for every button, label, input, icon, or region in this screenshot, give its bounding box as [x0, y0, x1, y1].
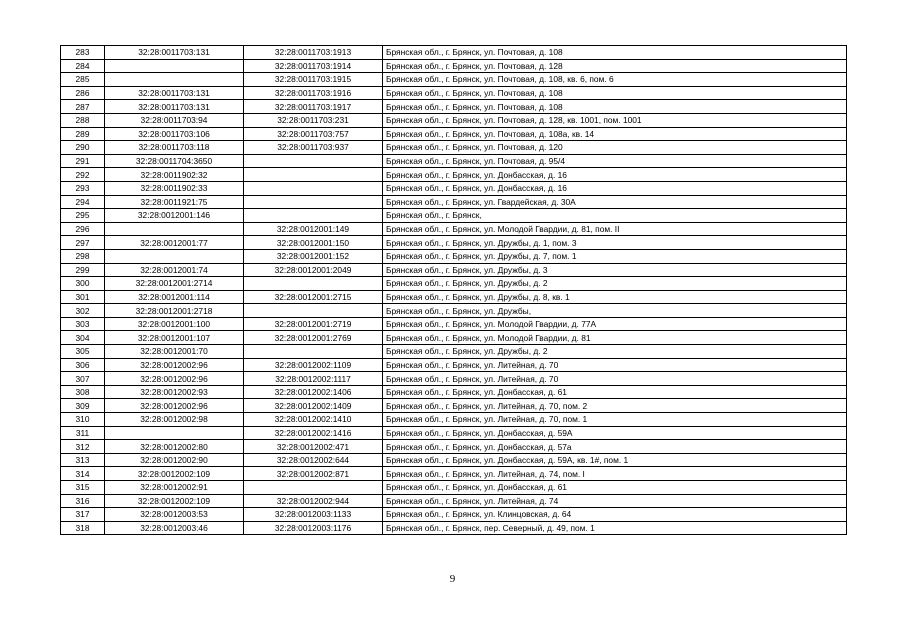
row-number-cell: 294 — [61, 195, 105, 209]
table-row — [61, 358, 847, 372]
object-cadastral-number-cell: 32:28:0012002:1406 — [244, 385, 383, 399]
quarter-cadastral-number-cell: 32:28:0011703:131 — [105, 100, 244, 114]
object-cadastral-number-cell: 32:28:0012001:150 — [244, 236, 383, 250]
row-number-cell: 309 — [61, 399, 105, 413]
address-cell: Брянская обл., г. Брянск, ул. Дружбы, д. 1, пом. 3 — [383, 236, 847, 250]
table-row — [61, 168, 847, 182]
object-cadastral-number-cell — [244, 277, 383, 291]
row-number-cell: 311 — [61, 426, 105, 440]
quarter-cadastral-number-cell: 32:28:0012001:146 — [105, 209, 244, 223]
row-number-cell: 305 — [61, 345, 105, 359]
object-cadastral-number-cell: 32:28:0012002:1109 — [244, 358, 383, 372]
quarter-cadastral-number-cell: 32:28:0012002:96 — [105, 372, 244, 386]
quarter-cadastral-number-cell: 32:28:0012001:100 — [105, 317, 244, 331]
row-number-cell: 317 — [61, 508, 105, 522]
row-number-cell: 298 — [61, 249, 105, 263]
address-cell: Брянская обл., г. Брянск, ул. Литейная, д. 70, пом. 2 — [383, 399, 847, 413]
table-row — [61, 481, 847, 495]
address-cell: Брянская обл., г. Брянск, ул. Почтовая, д. 128, кв. 1001, пом. 1001 — [383, 113, 847, 127]
address-cell: Брянская обл., г. Брянск, ул. Литейная, д. 74, пом. I — [383, 467, 847, 481]
table-row — [61, 317, 847, 331]
row-number-cell: 292 — [61, 168, 105, 182]
object-cadastral-number-cell: 32:28:0012001:2719 — [244, 317, 383, 331]
quarter-cadastral-number-cell: 32:28:0012002:80 — [105, 440, 244, 454]
row-number-cell: 299 — [61, 263, 105, 277]
page-number: 9 — [449, 573, 456, 585]
address-cell: Брянская обл., г. Брянск, ул. Почтовая, д. 108 — [383, 100, 847, 114]
row-number-cell: 296 — [61, 222, 105, 236]
quarter-cadastral-number-cell: 32:28:0012001:2718 — [105, 304, 244, 318]
object-cadastral-number-cell: 32:28:0012002:644 — [244, 453, 383, 467]
object-cadastral-number-cell — [244, 481, 383, 495]
table-row — [61, 426, 847, 440]
table-row — [61, 141, 847, 155]
object-cadastral-number-cell: 32:28:0011703:1914 — [244, 59, 383, 73]
row-number-cell: 300 — [61, 277, 105, 291]
object-cadastral-number-cell: 32:28:0012001:2049 — [244, 263, 383, 277]
row-number-cell: 304 — [61, 331, 105, 345]
quarter-cadastral-number-cell: 32:28:0011703:94 — [105, 113, 244, 127]
object-cadastral-number-cell: 32:28:0011703:937 — [244, 141, 383, 155]
address-cell: Брянская обл., г. Брянск, пер. Северный, д. 49, пом. 1 — [383, 521, 847, 535]
table-row — [61, 453, 847, 467]
object-cadastral-number-cell: 32:28:0012002:1416 — [244, 426, 383, 440]
table-row — [61, 331, 847, 345]
address-cell: Брянская обл., г. Брянск, ул. Почтовая, д. 95/4 — [383, 154, 847, 168]
quarter-cadastral-number-cell: 32:28:0011902:33 — [105, 181, 244, 195]
quarter-cadastral-number-cell — [105, 222, 244, 236]
object-cadastral-number-cell: 32:28:0012002:1117 — [244, 372, 383, 386]
object-cadastral-number-cell — [244, 195, 383, 209]
table-row — [61, 385, 847, 399]
table-row — [61, 100, 847, 114]
row-number-cell: 313 — [61, 453, 105, 467]
row-number-cell: 291 — [61, 154, 105, 168]
address-cell: Брянская обл., г. Брянск, ул. Донбасская, д. 59А — [383, 426, 847, 440]
address-cell: Брянская обл., г. Брянск, ул. Почтовая, д. 108 — [383, 46, 847, 60]
table-row — [61, 413, 847, 427]
quarter-cadastral-number-cell: 32:28:0012002:96 — [105, 399, 244, 413]
object-cadastral-number-cell: 32:28:0012001:152 — [244, 249, 383, 263]
address-cell: Брянская обл., г. Брянск, ул. Молодой Гвардии, д. 77А — [383, 317, 847, 331]
address-cell: Брянская обл., г. Брянск, ул. Донбасская, д. 16 — [383, 168, 847, 182]
quarter-cadastral-number-cell: 32:28:0011703:118 — [105, 141, 244, 155]
address-cell: Брянская обл., г. Брянск, ул. Почтовая, д. 108 — [383, 86, 847, 100]
address-cell: Брянская обл., г. Брянск, ул. Донбасская, д. 59А, кв. 1#, пом. 1 — [383, 453, 847, 467]
quarter-cadastral-number-cell: 32:28:0012002:98 — [105, 413, 244, 427]
object-cadastral-number-cell: 32:28:0012001:2715 — [244, 290, 383, 304]
object-cadastral-number-cell — [244, 168, 383, 182]
quarter-cadastral-number-cell: 32:28:0012003:46 — [105, 521, 244, 535]
object-cadastral-number-cell — [244, 181, 383, 195]
row-number-cell: 283 — [61, 46, 105, 60]
quarter-cadastral-number-cell: 32:28:0011703:131 — [105, 46, 244, 60]
address-cell: Брянская обл., г. Брянск, ул. Молодой Гвардии, д. 81 — [383, 331, 847, 345]
address-cell: Брянская обл., г. Брянск, ул. Донбасская, д. 57а — [383, 440, 847, 454]
object-cadastral-number-cell: 32:28:0012002:1409 — [244, 399, 383, 413]
table-row — [61, 209, 847, 223]
address-cell: Брянская обл., г. Брянск, ул. Почтовая, д. 108а, кв. 14 — [383, 127, 847, 141]
quarter-cadastral-number-cell: 32:28:0012002:91 — [105, 481, 244, 495]
object-cadastral-number-cell: 32:28:0012001:149 — [244, 222, 383, 236]
quarter-cadastral-number-cell: 32:28:0012001:107 — [105, 331, 244, 345]
row-number-cell: 301 — [61, 290, 105, 304]
row-number-cell: 290 — [61, 141, 105, 155]
quarter-cadastral-number-cell: 32:28:0011921:75 — [105, 195, 244, 209]
row-number-cell: 303 — [61, 317, 105, 331]
address-cell: Брянская обл., г. Брянск, ул. Дружбы, д. 3 — [383, 263, 847, 277]
address-cell: Брянская обл., г. Брянск, ул. Литейная, д. 74 — [383, 494, 847, 508]
address-cell: Брянская обл., г. Брянск, ул. Дружбы, д. 7, пом. 1 — [383, 249, 847, 263]
row-number-cell: 287 — [61, 100, 105, 114]
address-cell: Брянская обл., г. Брянск, ул. Донбасская, д. 61 — [383, 481, 847, 495]
row-number-cell: 307 — [61, 372, 105, 386]
row-number-cell: 286 — [61, 86, 105, 100]
row-number-cell: 302 — [61, 304, 105, 318]
table-row — [61, 195, 847, 209]
quarter-cadastral-number-cell: 32:28:0012001:74 — [105, 263, 244, 277]
quarter-cadastral-number-cell: 32:28:0011703:131 — [105, 86, 244, 100]
address-cell: Брянская обл., г. Брянск, ул. Дружбы, — [383, 304, 847, 318]
table-row — [61, 73, 847, 87]
row-number-cell: 316 — [61, 494, 105, 508]
address-cell: Брянская обл., г. Брянск, ул. Дружбы, д. 8, кв. 1 — [383, 290, 847, 304]
address-cell: Брянская обл., г. Брянск, ул. Литейная, д. 70 — [383, 372, 847, 386]
table-row — [61, 440, 847, 454]
row-number-cell: 289 — [61, 127, 105, 141]
address-cell: Брянская обл., г. Брянск, ул. Молодой Гвардии, д. 81, пом. II — [383, 222, 847, 236]
table-row — [61, 236, 847, 250]
table-row — [61, 113, 847, 127]
quarter-cadastral-number-cell: 32:28:0011902:32 — [105, 168, 244, 182]
address-cell: Брянская обл., г. Брянск, ул. Литейная, д. 70 — [383, 358, 847, 372]
row-number-cell: 308 — [61, 385, 105, 399]
address-cell: Брянская обл., г. Брянск, ул. Донбасская, д. 16 — [383, 181, 847, 195]
row-number-cell: 310 — [61, 413, 105, 427]
row-number-cell: 284 — [61, 59, 105, 73]
table-row — [61, 521, 847, 535]
quarter-cadastral-number-cell — [105, 426, 244, 440]
address-cell: Брянская обл., г. Брянск, ул. Дружбы, д. 2 — [383, 277, 847, 291]
object-cadastral-number-cell: 32:28:0012002:871 — [244, 467, 383, 481]
address-cell: Брянская обл., г. Брянск, ул. Клинцовская, д. 64 — [383, 508, 847, 522]
object-cadastral-number-cell: 32:28:0011703:1916 — [244, 86, 383, 100]
quarter-cadastral-number-cell: 32:28:0012002:90 — [105, 453, 244, 467]
address-cell: Брянская обл., г. Брянск, ул. Почтовая, д. 108, кв. 6, пом. 6 — [383, 73, 847, 87]
table-row — [61, 86, 847, 100]
object-cadastral-number-cell: 32:28:0011703:1915 — [244, 73, 383, 87]
table-row — [61, 290, 847, 304]
table-row — [61, 59, 847, 73]
table-row — [61, 372, 847, 386]
table-row — [61, 249, 847, 263]
object-cadastral-number-cell — [244, 304, 383, 318]
table-row — [61, 508, 847, 522]
quarter-cadastral-number-cell: 32:28:0012001:77 — [105, 236, 244, 250]
row-number-cell: 318 — [61, 521, 105, 535]
quarter-cadastral-number-cell — [105, 59, 244, 73]
object-cadastral-number-cell: 32:28:0012003:1176 — [244, 521, 383, 535]
quarter-cadastral-number-cell: 32:28:0012001:114 — [105, 290, 244, 304]
object-cadastral-number-cell: 32:28:0011703:231 — [244, 113, 383, 127]
address-cell: Брянская обл., г. Брянск, ул. Почтовая, д. 120 — [383, 141, 847, 155]
row-number-cell: 295 — [61, 209, 105, 223]
object-cadastral-number-cell: 32:28:0012003:1133 — [244, 508, 383, 522]
object-cadastral-number-cell: 32:28:0012002:944 — [244, 494, 383, 508]
quarter-cadastral-number-cell: 32:28:0012002:96 — [105, 358, 244, 372]
quarter-cadastral-number-cell: 32:28:0012001:2714 — [105, 277, 244, 291]
row-number-cell: 314 — [61, 467, 105, 481]
table-row — [61, 154, 847, 168]
object-cadastral-number-cell: 32:28:0011703:1913 — [244, 46, 383, 60]
quarter-cadastral-number-cell: 32:28:0011703:106 — [105, 127, 244, 141]
address-cell: Брянская обл., г. Брянск, ул. Донбасская, д. 61 — [383, 385, 847, 399]
table-row — [61, 46, 847, 60]
table-row — [61, 127, 847, 141]
row-number-cell: 306 — [61, 358, 105, 372]
cadastral-registry-table — [60, 45, 847, 535]
quarter-cadastral-number-cell: 32:28:0012001:70 — [105, 345, 244, 359]
address-cell: Брянская обл., г. Брянск, ул. Почтовая, д. 128 — [383, 59, 847, 73]
address-cell: Брянская обл., г. Брянск, ул. Гвардейская, д. 30А — [383, 195, 847, 209]
table-row — [61, 467, 847, 481]
object-cadastral-number-cell — [244, 209, 383, 223]
object-cadastral-number-cell: 32:28:0012002:471 — [244, 440, 383, 454]
quarter-cadastral-number-cell: 32:28:0012002:109 — [105, 494, 244, 508]
object-cadastral-number-cell: 32:28:0011703:757 — [244, 127, 383, 141]
table-row — [61, 304, 847, 318]
address-cell: Брянская обл., г. Брянск, — [383, 209, 847, 223]
row-number-cell: 315 — [61, 481, 105, 495]
quarter-cadastral-number-cell: 32:28:0011704:3650 — [105, 154, 244, 168]
quarter-cadastral-number-cell: 32:28:0012003:53 — [105, 508, 244, 522]
quarter-cadastral-number-cell — [105, 249, 244, 263]
address-cell: Брянская обл., г. Брянск, ул. Дружбы, д. 2 — [383, 345, 847, 359]
address-cell: Брянская обл., г. Брянск, ул. Литейная, д. 70, пом. 1 — [383, 413, 847, 427]
table-row — [61, 399, 847, 413]
object-cadastral-number-cell: 32:28:0012002:1410 — [244, 413, 383, 427]
table-row — [61, 181, 847, 195]
row-number-cell: 293 — [61, 181, 105, 195]
table-row — [61, 263, 847, 277]
table-row — [61, 277, 847, 291]
object-cadastral-number-cell — [244, 154, 383, 168]
object-cadastral-number-cell: 32:28:0012001:2769 — [244, 331, 383, 345]
table-row — [61, 222, 847, 236]
table-body — [61, 46, 847, 535]
quarter-cadastral-number-cell: 32:28:0012002:109 — [105, 467, 244, 481]
object-cadastral-number-cell — [244, 345, 383, 359]
quarter-cadastral-number-cell: 32:28:0012002:93 — [105, 385, 244, 399]
row-number-cell: 297 — [61, 236, 105, 250]
row-number-cell: 288 — [61, 113, 105, 127]
quarter-cadastral-number-cell — [105, 73, 244, 87]
table-row — [61, 345, 847, 359]
row-number-cell: 285 — [61, 73, 105, 87]
row-number-cell: 312 — [61, 440, 105, 454]
table-row — [61, 494, 847, 508]
object-cadastral-number-cell: 32:28:0011703:1917 — [244, 100, 383, 114]
